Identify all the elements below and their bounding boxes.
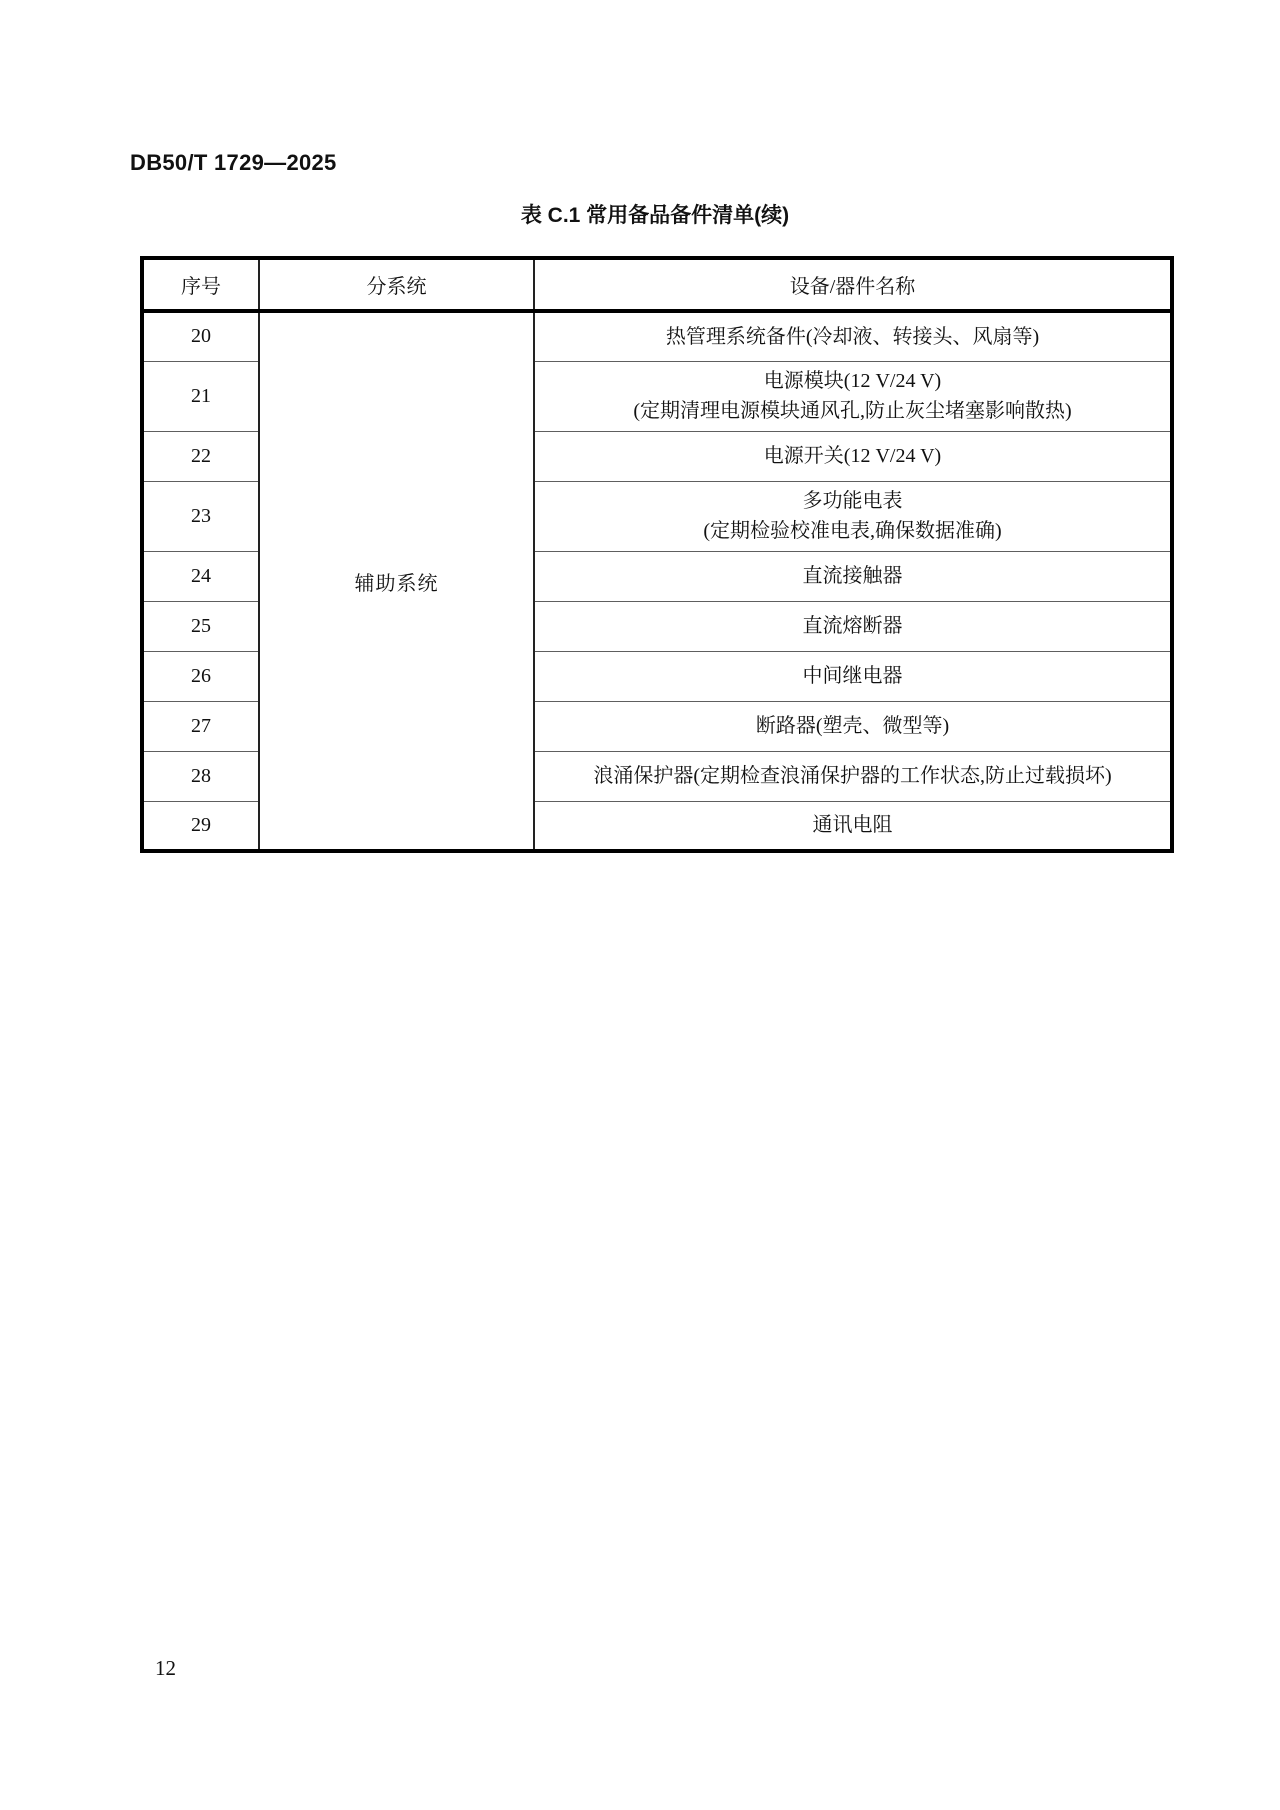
row-number-cell: 24 — [142, 551, 259, 601]
device-name-line: 直流熔断器 — [802, 615, 903, 637]
table-body — [142, 311, 1172, 851]
device-name-cell — [534, 751, 1172, 801]
table-header-row — [142, 258, 1172, 311]
row-number-cell: 20 — [142, 311, 259, 361]
device-name-cell — [534, 361, 1172, 431]
table-row — [142, 311, 1172, 361]
row-number-cell: 29 — [142, 801, 259, 851]
device-name-cell — [534, 801, 1172, 851]
device-name-line: 通讯电阻 — [812, 814, 893, 837]
col-header-subsystem: 分系统 — [259, 258, 534, 311]
device-name-cell — [534, 701, 1172, 751]
device-name-cell — [534, 651, 1172, 701]
device-name-cell — [534, 431, 1172, 481]
device-name-cell — [534, 481, 1172, 551]
device-name-line: 热管理系统备件(冷却液、转接头、风扇等) — [665, 325, 1040, 348]
col-header-no: 序号 — [142, 258, 259, 311]
device-name-cell — [534, 601, 1172, 651]
device-name-line: (定期清理电源模块通风孔,防止灰尘堵塞影响散热) — [633, 400, 1072, 422]
row-number-cell: 22 — [142, 431, 259, 481]
row-number-cell: 21 — [142, 361, 259, 431]
device-name-line: 电源开关(12 V/24 V) — [763, 445, 942, 467]
device-name-cell — [534, 551, 1172, 601]
subsystem-cell: 辅助系统 — [259, 311, 534, 851]
device-name-cell — [534, 311, 1172, 361]
device-name-line: 断路器(塑壳、微型等) — [755, 715, 950, 737]
doc-number: DB50/T 1729—2025 — [130, 150, 337, 175]
device-name-line: 多功能电表 — [802, 490, 903, 512]
device-name-line: 直流接触器 — [802, 565, 903, 587]
row-number-cell: 27 — [142, 701, 259, 751]
row-number-cell: 25 — [142, 601, 259, 651]
col-header-device: 设备/器件名称 — [534, 258, 1172, 311]
device-name-line: 浪涌保护器(定期检查浪涌保护器的工作状态,防止过载损坏) — [593, 765, 1112, 787]
device-name-line: 中间继电器 — [802, 665, 903, 687]
page-number: 12 — [155, 1656, 176, 1680]
device-name-line: (定期检验校准电表,确保数据准确) — [703, 520, 1002, 542]
device-name-line: 电源模块(12 V/24 V) — [763, 370, 942, 392]
row-number-cell: 23 — [142, 481, 259, 551]
spare-parts-table — [140, 256, 1174, 853]
table-title: 表 C.1 常用备品备件清单(续) — [520, 204, 790, 227]
row-number-cell: 26 — [142, 651, 259, 701]
row-number-cell: 28 — [142, 751, 259, 801]
